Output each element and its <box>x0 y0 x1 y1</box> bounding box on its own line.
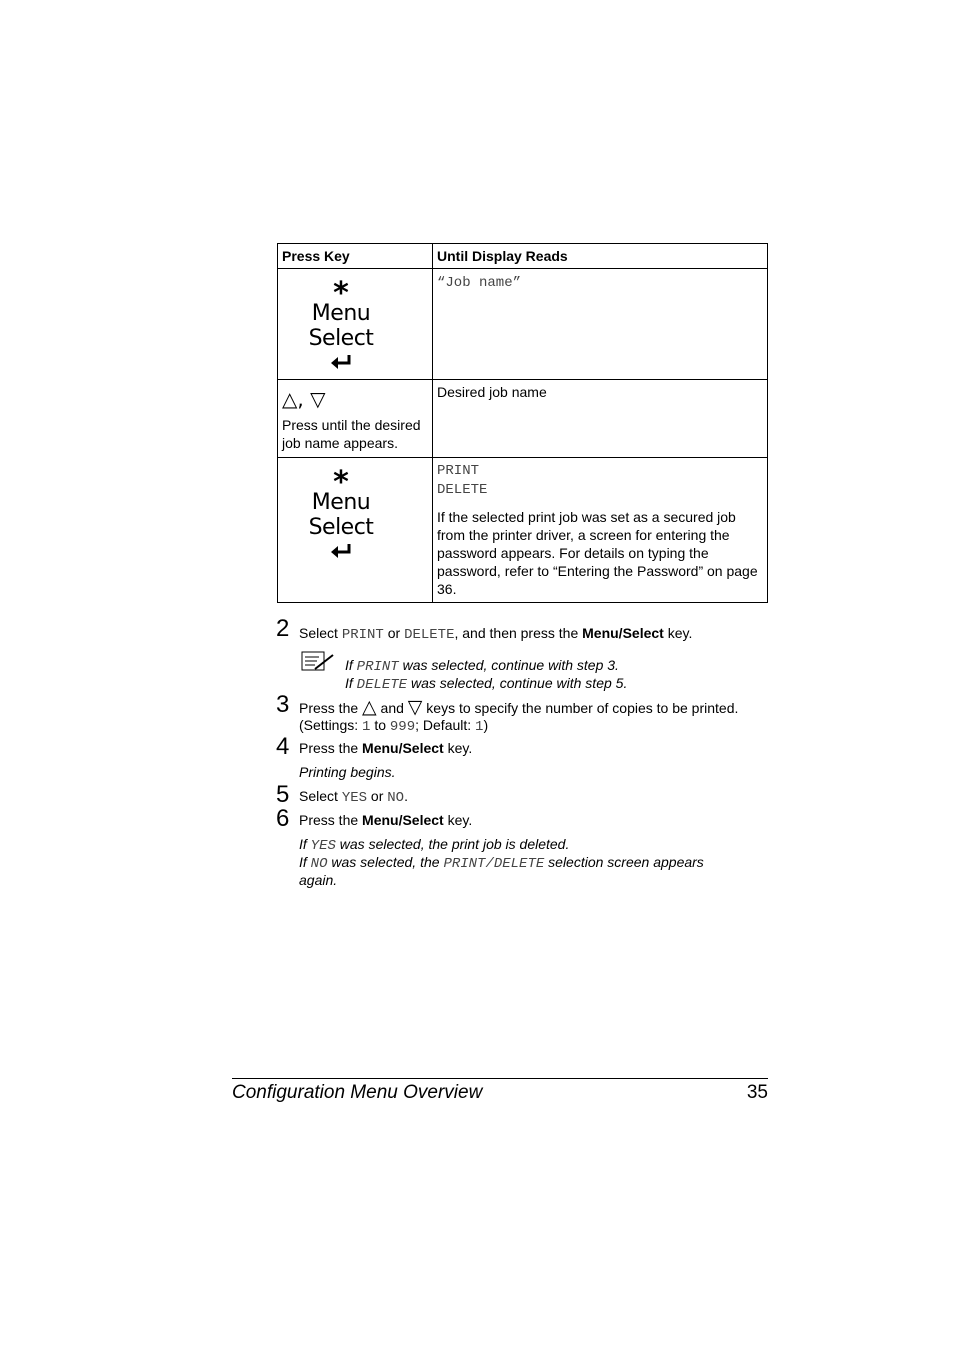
table-header-row <box>278 244 768 269</box>
menu-word: Menu <box>311 301 371 326</box>
up-down-arrow-icon: △, ▽ <box>282 387 326 411</box>
arrow-keys-cell <box>278 380 433 458</box>
star-icon: * <box>333 465 349 500</box>
note-line-2: If DELETE was selected, continue with step 5. <box>345 675 628 693</box>
table-row <box>278 269 768 380</box>
page-number: 35 <box>746 1082 768 1103</box>
up-arrow-icon: △ <box>362 696 377 718</box>
secured-job-note: If the selected print job was set as a secured job from the printer driver, a screen for entering the password appears. For details on typing the password, refer to “Entering the Password” on page 36. <box>437 509 758 597</box>
enter-arrow-icon <box>306 353 376 375</box>
result-line-1: If YES was selected, the print job is deleted. <box>299 836 570 854</box>
down-arrow-icon: ▽ <box>407 696 423 718</box>
menu-select-key-icon <box>306 276 376 375</box>
header-until-display: Until Display Reads <box>433 244 768 269</box>
enter-arrow-icon <box>306 542 376 564</box>
result-line-2: If NO was selected, the PRINT/DELETE selection screen appears <box>299 854 704 872</box>
table-row <box>278 380 768 458</box>
footer-divider <box>232 1078 768 1079</box>
note-icon <box>301 649 335 676</box>
footer-title: Configuration Menu Overview <box>232 1082 483 1103</box>
header-press-key: Press Key <box>278 244 433 269</box>
select-word: Select <box>308 326 374 351</box>
display-desired-job-name: Desired job name <box>433 380 768 458</box>
display-print-delete: PRINT DELETE If the selected print job was set as a secured job from the printer driver, a screen for entering the password appears. For details on typing the password, refer to “Entering the Password” on page 36. <box>433 458 768 603</box>
note-line-1: If PRINT was selected, continue with step 3. <box>345 657 619 675</box>
menu-select-key-cell <box>278 458 433 603</box>
menu-select-key-cell <box>278 269 433 380</box>
display-job-name: “Job name” <box>433 269 768 380</box>
arrow-key-instruction: Press until the desired job name appears. <box>282 417 421 451</box>
menu-word: Menu <box>311 490 371 515</box>
table-row <box>278 458 768 603</box>
printing-begins-text: Printing begins. <box>299 764 396 780</box>
result-line-3: again. <box>299 872 338 888</box>
key-table <box>277 243 768 603</box>
menu-select-key-icon <box>306 465 376 564</box>
star-icon: * <box>333 276 349 311</box>
select-word: Select <box>308 515 374 540</box>
